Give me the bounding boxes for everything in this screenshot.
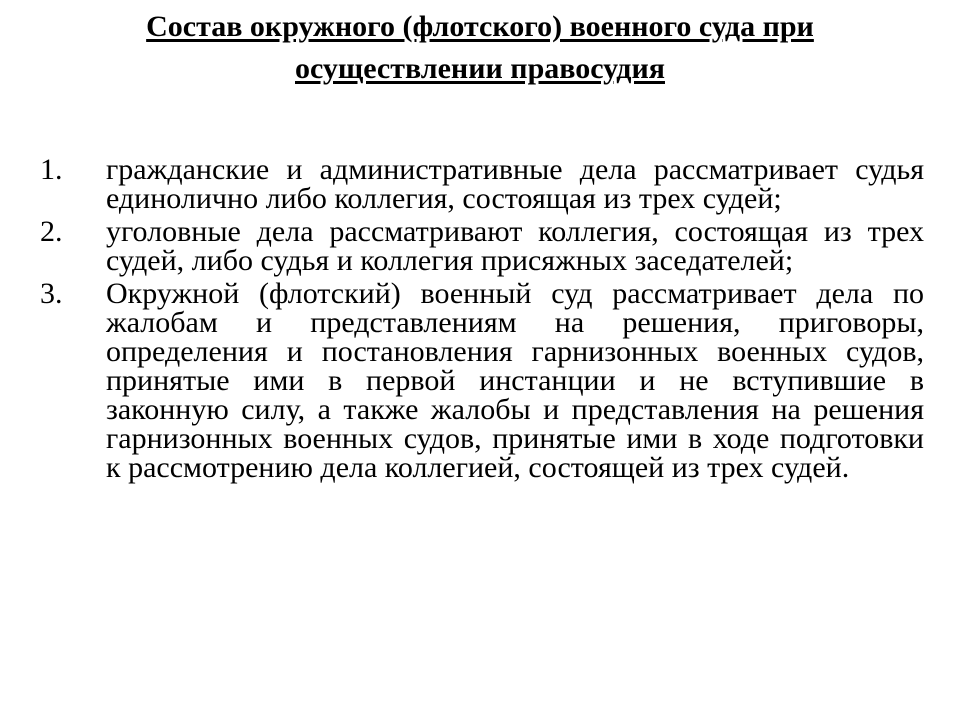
- slide-title: [40, 6, 920, 90]
- list-item: [40, 217, 924, 275]
- list-item: [40, 279, 924, 482]
- list-item: [40, 155, 924, 213]
- list-item-number: 1.: [40, 153, 63, 186]
- title-line-2: осуществлении правосудия: [295, 52, 665, 85]
- title-line-1: Состав окружного (флотского) военного суда при: [146, 10, 814, 43]
- list-item-number: 3.: [40, 277, 63, 310]
- list-item-number: 2.: [40, 215, 63, 248]
- list-item-text: уголовные дела рассматривают коллегия, состоящая из трех судей, либо судья и коллегия присяжных заседателей;: [106, 215, 924, 277]
- list-item-text: гражданские и административные дела рассматривает судья единолично либо коллегия, состоящая из трех судей;: [106, 153, 924, 215]
- list-item-text: Окружной (флотский) военный суд рассматривает дела по жалобам и представлениям на решения, приговоры, определения и постановления гарнизонных военных судов, принятые ими в первой инстанции и не вступившие в законную силу, а также жалобы и представления на решения гарнизонных военных судов, принятые ими в ходе подготовки к рассмотрению дела коллегией, состоящей из трех судей.: [106, 277, 924, 484]
- numbered-list: [40, 155, 924, 486]
